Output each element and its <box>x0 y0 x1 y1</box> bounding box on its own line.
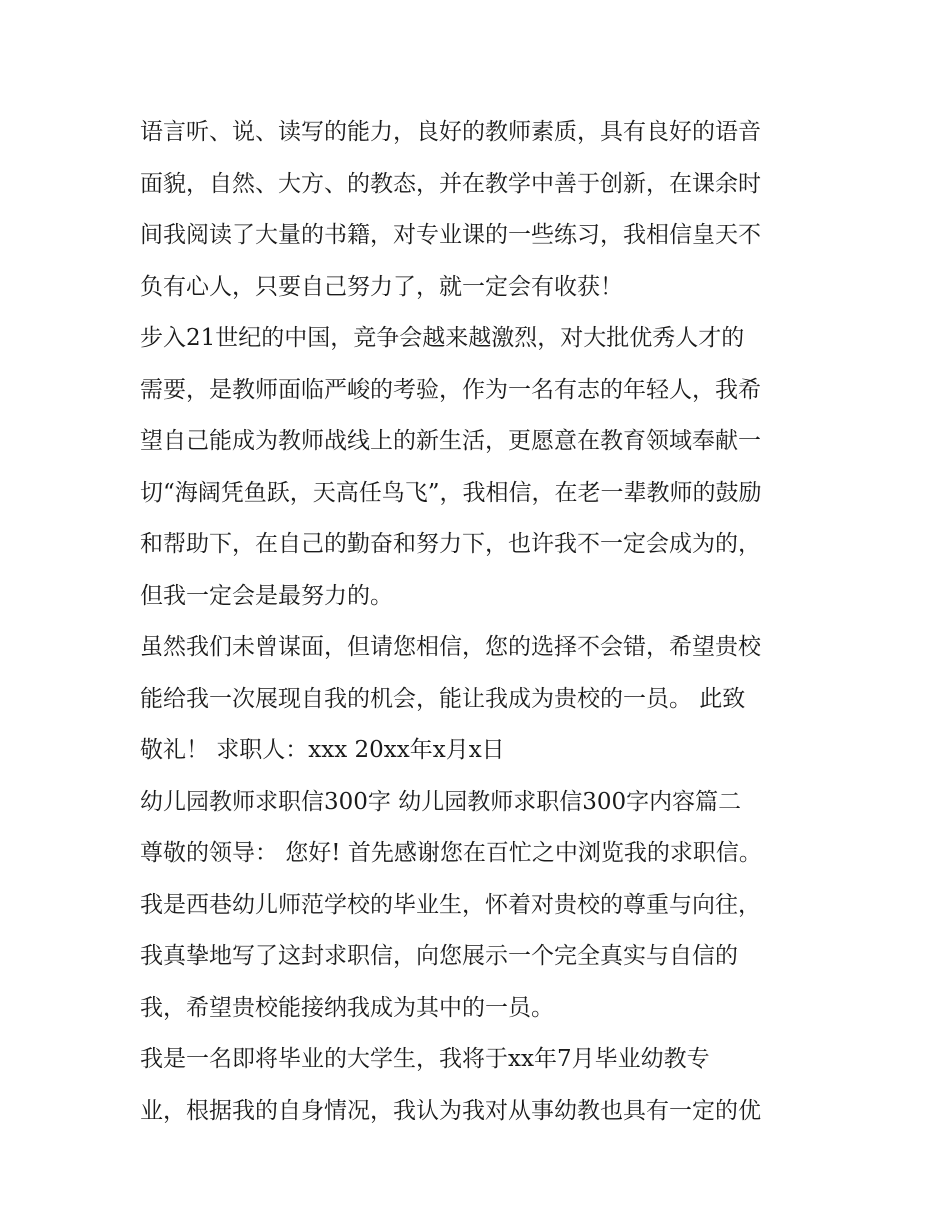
text-line: 我是西巷幼儿师范学校的毕业生，怀着对贵校的尊重与向往， <box>140 891 761 918</box>
text-line: 尊敬的领导： 您好! 首先感谢您在百忙之中浏览我的求职信。 <box>140 840 762 866</box>
text-line: 业，根据我的自身情况，我认为我对从事幼教也具有一定的优 <box>140 1097 761 1124</box>
text-line: 幼儿园教师求职信300字 幼儿园教师求职信300字内容篇二 <box>140 788 742 815</box>
text-line: 需要，是教师面临严峻的考验，作为一名有志的年轻人，我希 <box>140 376 761 403</box>
text-line: 虽然我们未曾谋面，但请您相信，您的选择不会错，希望贵校 <box>140 634 761 660</box>
text-line: 但我一定会是最努力的。 <box>140 582 393 609</box>
text-line: 面貌，自然、大方、的教态，并在教学中善于创新，在课余时 <box>140 170 761 197</box>
text-line: 我真挚地写了这封求职信，向您展示一个完全真实与自信的 <box>140 943 738 969</box>
text-line: 和帮助下，在自己的勤奋和努力下，也许我不一定会成为的， <box>140 531 761 557</box>
text-line: 敬礼！ 求职人：xxx 20xx年x月x日 <box>140 737 505 763</box>
text-line: 切“海阔凭鱼跃，天高任鸟飞”，我相信，在老一辈教师的鼓励 <box>140 479 762 506</box>
text-line: 我是一名即将毕业的大学生，我将于xx年7月毕业幼教专 <box>140 1046 710 1072</box>
text-line: 能给我一次展现自我的机会，能让我成为贵校的一员。 此致 <box>140 685 746 712</box>
text-line: 语言听、说、读写的能力，良好的教师素质，具有良好的语音 <box>140 119 761 145</box>
text-line: 负有心人，只要自己努力了，就一定会有收获！ <box>140 273 623 300</box>
body-text <box>140 107 840 1137</box>
text-line: 间我阅读了大量的书籍，对专业课的一些练习，我相信皇天不 <box>140 222 761 248</box>
text-line: 望自己能成为教师战线上的新生活，更愿意在教育领域奉献一 <box>140 428 761 454</box>
text-line: 我，希望贵校能接纳我成为其中的一员。 <box>140 994 554 1021</box>
text-line: 步入21世纪的中国，竞争会越来越激烈，对大批优秀人才的 <box>140 325 745 351</box>
